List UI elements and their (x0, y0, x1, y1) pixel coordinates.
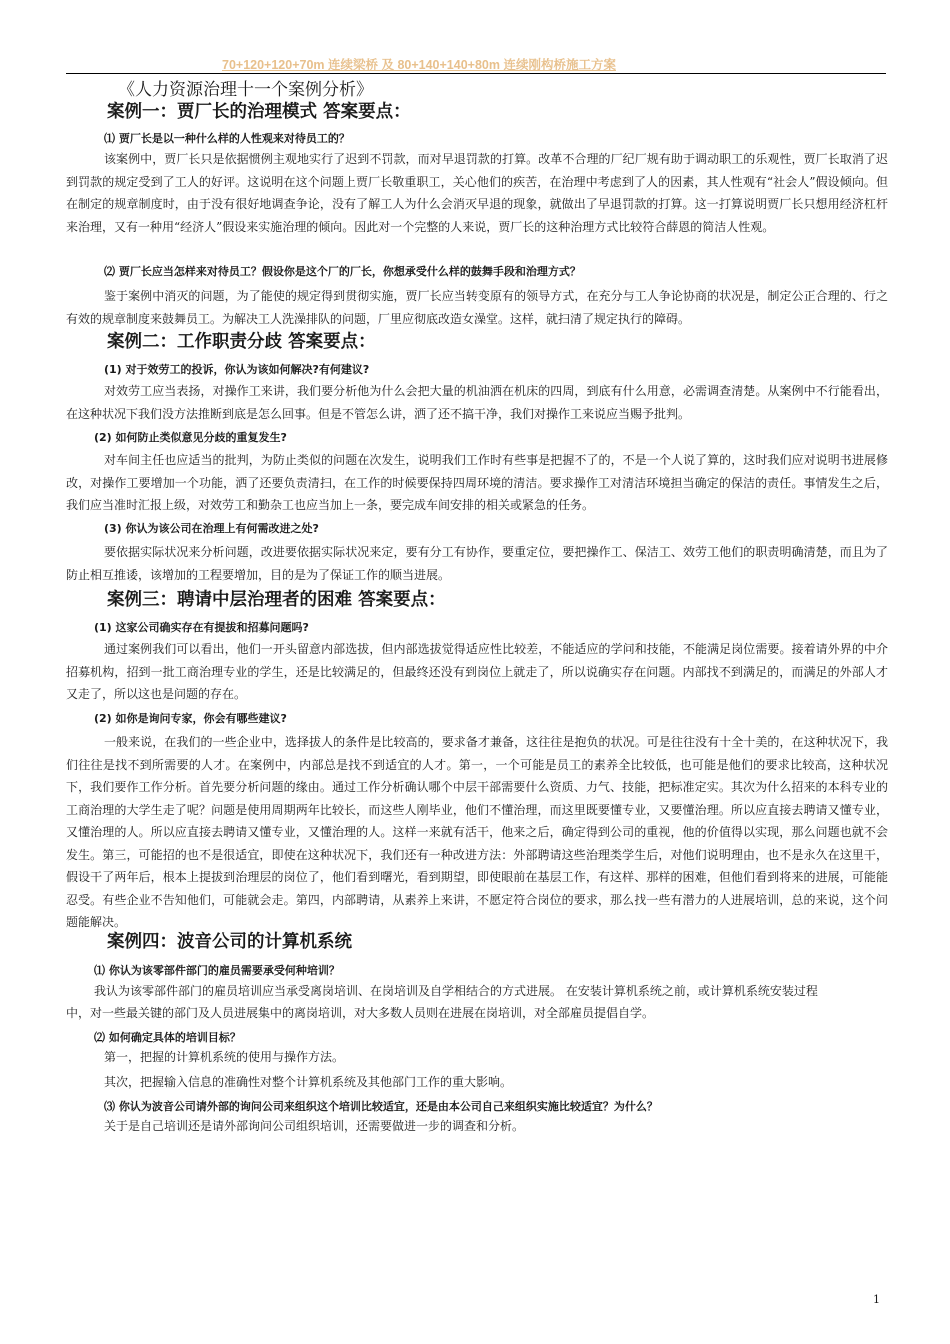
case4-question2: ⑵ 如何确定具体的培训目标？ (94, 1031, 241, 1044)
case4-question1: ⑴ 你认为该零部件部门的雇员需要承受何种培训？ (94, 964, 340, 977)
case2-answer2 (66, 449, 888, 517)
case4-heading: 案例四：波音公司的计算机系统 (107, 932, 352, 952)
case3-answer2-text: 一般来说，在我们的一些企业中，选择拔人的条件是比较高的，要求备才兼备，这往往是抱负的状况。可是往往没有十全十美的，在这种状况下，我们往往是找不到所需要的人才。在案例中，内部总是找不到适宜的人才。第一，一个可能是员工的素养全比较低，也可能是他们的要求比较高，这种状况下，我们要作工作分析。首先要分析问题的缘由。通过工作分析确认哪个中层干部需要什么资质、力气、技能，把标准定实。其次为什么招来的本科专业的工商治理的大学生走了呢？问题是使用周期两年比较长，而这些人刚毕业，他们不懂治理，而这里既要懂专业，又要懂治理。所以应直接去聘请又懂专业，又懂治理的人。所以应直接去聘请又懂专业，又懂治理的人。这样一来就有活干，他来之后，确定得到公司的重视，他的价值得以实现，那么问题也就不会发生。第三，可能招的也不是很适宜，即使在这种状况下，我们还有一种改进方法：外部聘请这些治理类学生后，对他们说明理由，也不是永久在这里干，假设干了两年后，根本上提拔到治理层的岗位了，他们看到曙光，看到期望，即使眼前在基层工作，有这样、那样的困难，但他们看到将来的进展，可能能忍受。有些企业不告知他们，可能就会走。第四，内部聘请，从素养上来讲，不愿定符合岗位的要求，那么找一些有潜力的人进展培训，总的来说，这个问题能解决。 (66, 735, 888, 929)
case2-heading: 案例二：工作职责分歧 答案要点： (107, 332, 376, 352)
case2-answer1-text: 对效劳工应当表扬，对操作工来讲，我们要分析他为什么会把大量的机油洒在机床的四周，到底有什么用意，必需调查清楚。从案例中不行能看出，在这种状况下我们没方法推断到底是怎么回事。但是不管怎么讲，洒了还不搞干净，我们对操作工来说应当赐予批判。 (66, 384, 888, 421)
case2-answer2-text: 对车间主任也应适当的批判，为防止类似的问题在次发生，说明我们工作时有些事是把握不了的，不是一个人说了算的，这时我们应对说明书进展修改，对操作工要增加一个功能，洒了还要负责清扫，在工作的时候要保持四周环境的清洁。要求操作工对清洁环境担当确定的保洁的责任。事情发生之后，我们应当准时汇报上级，对效劳工和勤杂工也应当加上一条，要完成车间安排的相关或紧急的任务。 (66, 453, 888, 512)
case1-question1: ⑴ 贾厂长是以一种什么样的人性观来对待员工的？ (104, 132, 350, 145)
case1-answer1-text: 该案例中，贾厂长只是依据惯例主观地实行了迟到不罚款，而对早退罚款的打算。改革不合理的厂纪厂规有助于调动职工的乐观性，贾厂长取消了迟到罚款的规定受到了工人的好评。这说明在这个问题上贾厂长敬重职工，关心他们的疾苦，在治理中考虑到了人的因素，其人性观有“社会人”假设倾向。但在制定的规章制度时，由于没有很好地调查争论，没有了解工人为什么会消灭早退的现象，就做出了早退罚款的打算。这一打算说明贾厂长只想用经济杠杆来治理，又有一种用“经济人”假设来实施治理的倾向。因此对一个完整的人来说，贾厂长的这种治理方式比较符合薛恩的简洁人性观。 (66, 152, 888, 234)
case1-heading: 案例一：贾厂长的治理模式 答案要点： (107, 102, 411, 122)
case2-answer3-text: 要依据实际状况来分析问题，改进要依据实际状况来定，要有分工有协作，要重定位，要把操作工、保洁工、效劳工他们的职责明确清楚，而且为了防止相互推诿，该增加的工程要增加，目的是为了保证工作的顺当进展。 (66, 545, 888, 582)
case2-question3: (3) 你认为该公司在治理上有何需改进之处? (104, 522, 319, 535)
case4-answer2-line2: 其次，把握输入信息的准确性对整个计算机系统及其他部门工作的重大影响。 (104, 1075, 513, 1089)
document-title: 《人力资源治理十一个案例分析》 (118, 80, 373, 100)
case2-question1: (1) 对于效劳工的投诉，你认为该如何解决?有何建议? (104, 363, 370, 376)
case3-answer1-text: 通过案例我们可以看出，他们一开头留意内部选拔，但内部选拔觉得适应性比较差，不能适应的学问和技能，不能满足岗位需要。接着请外界的中介招募机构，招到一批工商治理专业的学生，还是比较满足的，但最终还没有到岗位上就走了，所以说确实存在问题。内部找不到满足的，而满足的外部人才又走了，所以这也是问题的存在。 (66, 642, 888, 701)
case3-question1: (1) 这家公司确实存在有提拔和招募问题吗? (94, 621, 309, 634)
case1-answer1 (66, 148, 888, 238)
case4-answer1-line1: 我认为该零部件部门的雇员培训应当承受离岗培训、在岗培训及自学相结合的方式进展。 在安装计算机系统之前，或计算机系统安装过程 (94, 984, 818, 998)
case1-question2: ⑵ 贾厂长应当怎样来对待员工？假设你是这个厂的厂长，你想承受什么样的鼓舞手段和治理方式？ (104, 265, 581, 278)
case1-answer2 (66, 285, 888, 330)
case2-question2: (2) 如何防止类似意见分歧的重复发生? (94, 431, 287, 444)
case3-question2: (2) 如你是询问专家，你会有哪些建议? (94, 712, 287, 725)
case4-answer1-line2: 中，对一些最关键的部门及人员进展集中的离岗培训，对大多数人员则在进展在岗培训，对全部雇员提倡自学。 (66, 1006, 655, 1020)
page-number: 1 (873, 1293, 880, 1306)
case3-answer2 (66, 731, 888, 934)
header-link[interactable]: 70+120+120+70m 连续梁桥 及 80+140+140+80m 连续刚构桥施工方案 (222, 58, 616, 72)
header-rule (66, 73, 886, 74)
case4-answer3: 关于是自己培训还是请外部询问公司组织培训，还需要做进一步的调查和分析。 (104, 1119, 525, 1133)
case3-answer1 (66, 638, 888, 706)
case3-heading: 案例三：聘请中层治理者的困难 答案要点： (107, 590, 446, 610)
case4-question3: ⑶ 你认为波音公司请外部的询问公司来组织这个培训比较适宜，还是由本公司自己来组织实施比较适宜？为什么？ (104, 1100, 658, 1113)
case4-answer2-line1: 第一，把握的计算机系统的使用与操作方法。 (104, 1050, 345, 1064)
case2-answer1 (66, 380, 888, 425)
case2-answer3 (66, 541, 888, 586)
case1-answer2-text: 鉴于案例中消灭的问题，为了能使的规定得到贯彻实施，贾厂长应当转变原有的领导方式，在充分与工人争论协商的状况是，制定公正合理的、行之有效的规章制度来鼓舞员工。为解决工人洗澡排队的问题，厂里应彻底改造女澡堂。这样，就扫清了规定执行的障碍。 (66, 289, 888, 326)
